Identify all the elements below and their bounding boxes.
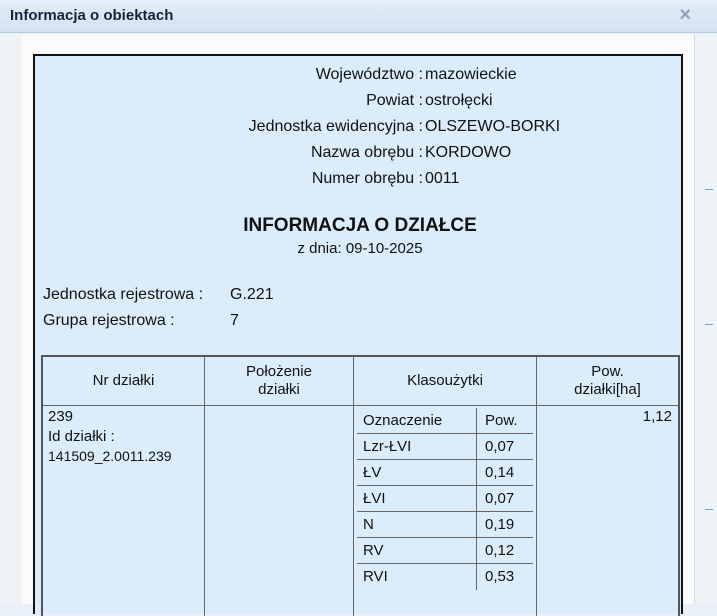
- land-class-header-area: Pow.: [485, 412, 518, 429]
- precinct-number-label: Numer obrębu :: [311, 170, 423, 187]
- land-class-designation: ŁVI: [363, 490, 386, 507]
- land-classes-header-row: [357, 408, 533, 434]
- voivodeship-value: mazowieckie: [425, 66, 517, 83]
- land-class-designation: RV: [363, 542, 384, 559]
- land-class-designation: N: [363, 516, 374, 533]
- unit-value: OLSZEWO-BORKI: [425, 118, 561, 135]
- divider: [476, 434, 477, 460]
- land-class-area: 0,19: [485, 516, 515, 533]
- divider: [476, 564, 477, 590]
- land-class-designation: Lzr-ŁVI: [363, 438, 412, 455]
- land-class-area: 0,07: [485, 490, 515, 507]
- left-margin: [0, 34, 22, 604]
- land-class-area: 0,53: [485, 568, 515, 585]
- divider: [476, 512, 477, 538]
- divider: [705, 324, 713, 325]
- county-value: ostrołęcki: [425, 92, 493, 109]
- land-class-area: 0,14: [485, 464, 515, 481]
- area-header-line2: działki[ha]: [574, 381, 641, 398]
- header-row-precinct-number: [35, 170, 685, 196]
- column-header-location-label: [246, 363, 312, 399]
- area-header-line1: Pow.: [591, 363, 624, 380]
- divider: [476, 408, 477, 434]
- close-icon[interactable]: ×: [679, 4, 691, 26]
- land-class-area: 0,12: [485, 542, 515, 559]
- divider: [476, 486, 477, 512]
- column-header-land-classes-label: Klasoużytki: [407, 372, 483, 389]
- parcel-info-panel: [33, 54, 683, 614]
- land-class-designation: RVI: [363, 568, 388, 585]
- precinct-name-label: Nazwa obrębu :: [310, 144, 423, 161]
- header-row-voivodeship: [35, 66, 685, 92]
- land-class-header-designation: Oznaczenie: [363, 412, 443, 429]
- precinct-name-value: KORDOWO: [425, 144, 512, 161]
- land-class-row: [357, 564, 533, 590]
- land-class-row: [357, 486, 533, 512]
- right-margin: [694, 34, 717, 604]
- divider: [476, 460, 477, 486]
- divider: [705, 509, 713, 510]
- registry-unit-row: [43, 286, 274, 304]
- parcel-number: 239: [48, 408, 74, 425]
- header-row-county: [35, 92, 685, 118]
- header-row-unit: [35, 118, 685, 144]
- voivodeship-label: Województwo :: [315, 66, 423, 83]
- registry-group-row: [43, 312, 239, 330]
- document-date: z dnia: 09-10-2025: [297, 240, 423, 257]
- registry-unit-label: Jednostka rejestrowa :: [43, 286, 204, 303]
- land-class-row: [357, 460, 533, 486]
- county-label: Powiat :: [366, 92, 423, 109]
- parcel-id-label: Id działki :: [48, 428, 115, 445]
- unit-label: Jednostka ewidencyjna :: [248, 118, 423, 135]
- land-class-row: [357, 434, 533, 460]
- divider: [43, 405, 678, 406]
- land-class-row: [357, 512, 533, 538]
- parcel-id-value: 141509_2.0011.239: [48, 448, 172, 464]
- column-header-nr-label: Nr działki: [92, 372, 155, 389]
- column-header-area-label: [574, 363, 641, 399]
- window-title: Informacja o obiektach: [10, 7, 174, 24]
- registry-group-value: 7: [230, 312, 239, 329]
- land-class-area: 0,07: [485, 438, 515, 455]
- parcel-table: [41, 355, 680, 616]
- land-class-row: [357, 538, 533, 564]
- document-title: INFORMACJA O DZIAŁCE: [243, 215, 477, 236]
- parcel-area: 1,12: [642, 408, 672, 425]
- divider: [476, 538, 477, 564]
- location-header-line2: działki: [258, 381, 300, 398]
- window-titlebar: [0, 0, 717, 33]
- location-header-line1: Położenie: [246, 363, 312, 380]
- header-row-precinct-name: [35, 144, 685, 170]
- land-class-designation: ŁV: [363, 464, 382, 481]
- column-header-location: [205, 357, 353, 405]
- column-header-land-classes: [354, 357, 536, 405]
- divider: [705, 189, 713, 190]
- land-classes-table: [357, 408, 533, 590]
- registry-unit-value: G.221: [230, 286, 274, 303]
- column-header-nr: [43, 357, 204, 405]
- registry-group-label: Grupa rejestrowa :: [43, 312, 175, 329]
- column-header-area: [537, 357, 678, 405]
- precinct-number-value: 0011: [425, 170, 460, 187]
